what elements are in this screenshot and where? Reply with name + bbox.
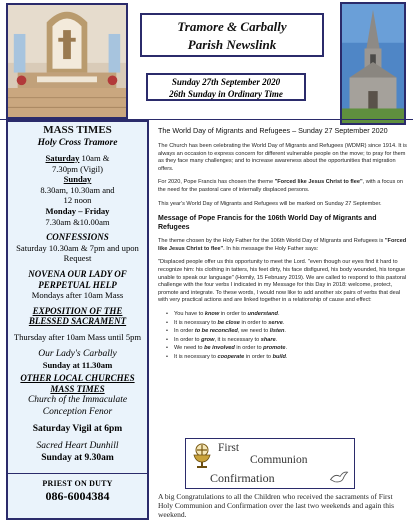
list-item: • It is necessary to cooperate in order to build. xyxy=(174,354,408,362)
p4-theme: "Forced like Jesus Christ to flee" xyxy=(158,238,407,252)
priest-phone: 086-6004384 xyxy=(45,488,110,503)
exposition xyxy=(12,306,143,343)
fenor-church: Church of the Immaculate Conception Fenor xyxy=(27,395,128,418)
church-interior-photo xyxy=(6,3,128,119)
church-spire-image xyxy=(342,4,404,123)
confessions-times: Saturday 10.30am & 7pm and upon Request xyxy=(16,242,139,264)
novena xyxy=(12,269,143,301)
saturday-vigil: 7.30pm (Vigil) xyxy=(51,163,104,174)
dunhill-church: Sacred Heart Dunhill xyxy=(36,441,119,452)
saturday-time: 10am & xyxy=(79,153,110,163)
p4-pre: The theme chosen by the Holy Father for the 106th World Day of Migrants and Refugees is xyxy=(158,238,385,245)
carbally-label: Our Lady's Carbally xyxy=(38,348,117,359)
novena-times: Mondays after 10am Mass xyxy=(31,290,124,301)
sunday-times xyxy=(12,174,143,206)
fenor-time: Saturday Vigil at 6pm xyxy=(32,424,123,435)
dove-icon xyxy=(328,469,350,486)
communion-congratulations: A big Congratulations to all the Children who received the sacraments of First Holy Communion and Confirmation over the last two weekends and again this weekend. xyxy=(158,492,395,519)
communion-line-2: Communion xyxy=(250,454,308,466)
title-line-2: Parish Newslink xyxy=(187,37,277,52)
carbally-time: Sunday at 11.30am xyxy=(42,359,113,370)
article-paragraph-4 xyxy=(158,238,408,253)
communion-line-1: First xyxy=(218,442,240,454)
communion-confirmation-graphic xyxy=(185,438,355,489)
list-item: • You have to know in order to understand. xyxy=(174,311,408,319)
date-line-1: Sunday 27th September 2020 xyxy=(171,77,281,87)
pope-quote: "Displaced people offer us this opportunity to meet the Lord. "even though our eyes find it hard to recognize him: his clothing in tatters, his feet dirty, his face disfigured, his body wounded, his tongue unable to speak our language" (Homily, 15 February 2019). We are called to respond to this pastoral challenge with the four verbs I indicated in my Message for this Day in 2018: welcome, protect, promote and integrate. To these words, I would now like to add another six pairs of verbs that deal with very practical actions and are linked together in a relationship of cause and effect: xyxy=(158,259,407,304)
weekday-mass-times: 7.30am &10.00am xyxy=(45,216,110,227)
mass-times-heading: MASS TIMES xyxy=(43,124,112,136)
list-item: • In order to be reconciled, we need to listen. xyxy=(174,328,408,336)
exposition-label: EXPOSITION OF THE BLESSED SACRAMENT xyxy=(28,305,127,327)
priest-on-duty xyxy=(8,473,147,504)
saturday-times xyxy=(12,153,143,174)
other-churches xyxy=(12,373,143,418)
weekday-times xyxy=(12,206,143,227)
p2-pre: For 2020, Pope Francis has chosen the theme xyxy=(158,179,275,186)
exposition-times: Thursday after 10am Mass until 5pm xyxy=(13,331,142,342)
fenor-time-block xyxy=(12,423,143,435)
date-banner xyxy=(146,73,306,101)
article-paragraph-2 xyxy=(158,179,408,194)
confessions xyxy=(12,232,143,264)
date-line-2: 26th Sunday in Ordinary Time xyxy=(169,89,283,99)
migrants-article xyxy=(158,126,408,432)
list-item: • We need to be involved in order to promote. xyxy=(174,345,408,353)
verb-pairs-list xyxy=(158,311,408,362)
sunday-noon: 12 noon xyxy=(63,195,92,206)
dunhill xyxy=(12,440,143,464)
carbally xyxy=(12,348,143,371)
saturday-label: Saturday xyxy=(45,153,80,163)
dunhill-time: Sunday at 9.30am xyxy=(41,453,114,464)
p4-post: . In his message the Holy Father says: xyxy=(223,245,319,252)
p2-theme: "Forced like Jesus Christ to flee" xyxy=(274,179,363,186)
sunday-label: Sunday xyxy=(63,174,92,185)
other-churches-label: OTHER LOCAL CHURCHES MASS TIMES xyxy=(20,373,135,394)
message-heading: Message of Pope Francis for the 106th World Day of Migrants and Refugees xyxy=(158,215,377,232)
confirmation-line: Confirmation xyxy=(210,471,275,485)
holy-cross-heading: Holy Cross Tramore xyxy=(37,138,118,148)
article-heading: The World Day of Migrants and Refugees – Sunday 27 September 2020 xyxy=(158,126,388,135)
weekday-label: Monday – Friday xyxy=(45,205,110,216)
article-paragraph-3: This year's World Day of Migrants and Refugees will be marked on Sunday 27 September. xyxy=(158,200,382,207)
priest-label: PRIEST ON DUTY xyxy=(42,478,113,488)
title-line-1: Tramore & Carbally xyxy=(177,19,287,34)
novena-label: NOVENA OUR LADY OF PERPETUAL HELP xyxy=(28,268,127,290)
confessions-label: CONFESSIONS xyxy=(46,232,109,243)
list-item: • In order to grow, it is necessary to share. xyxy=(174,337,408,345)
newsletter-title xyxy=(140,13,324,57)
church-spire-photo xyxy=(340,2,406,125)
mass-times-panel xyxy=(6,120,149,520)
p2-post: , with a focus on the need for the pastoral care of internally displaced persons. xyxy=(158,179,404,193)
church-interior-image xyxy=(8,5,126,117)
sunday-mass-times: 8.30am, 10.30am and xyxy=(40,184,115,195)
chalice-host-icon xyxy=(188,441,216,469)
list-item: • It is necessary to be close in order to serve. xyxy=(174,320,408,328)
article-paragraph-1: The Church has been celebrating the World Day of Migrants and Refugees (WDMR) since 1914. It is always an occasion to express concern for different vulnerable people on the move; to pray for them as they face many challenges; and to increase awareness about the opportunities that migration offers. xyxy=(158,143,407,172)
